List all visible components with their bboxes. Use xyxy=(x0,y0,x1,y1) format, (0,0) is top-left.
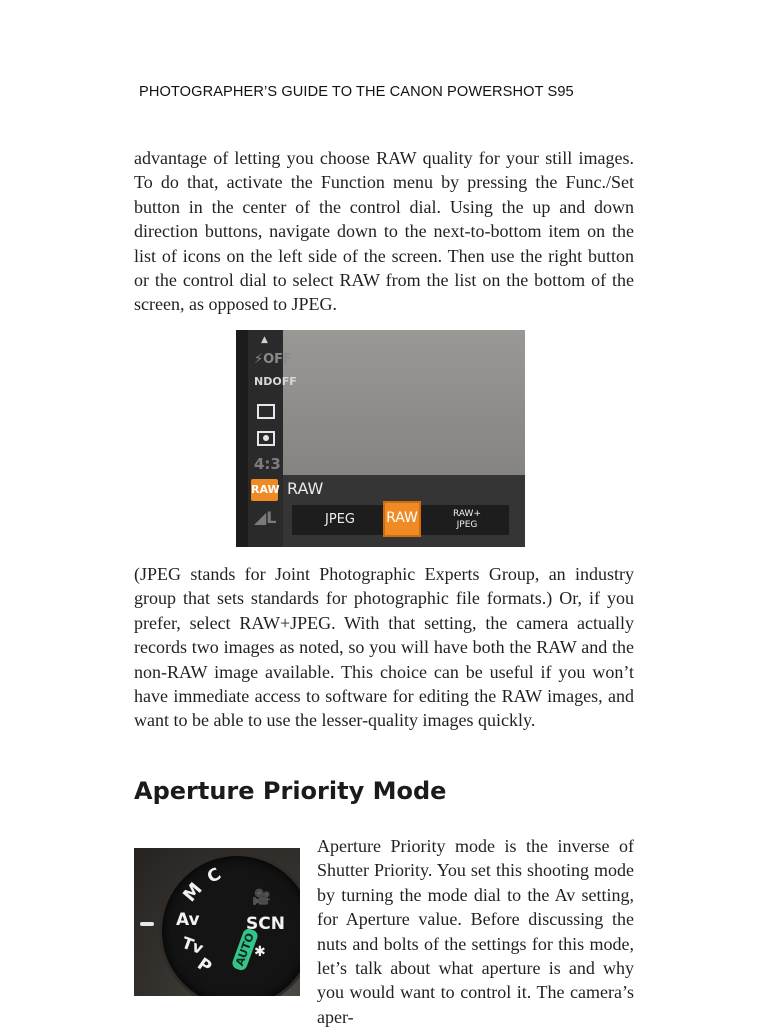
raw-jpeg-option-bottom: JPEG xyxy=(456,520,478,530)
body-paragraph-2: (JPEG stands for Joint Photographic Experts Group, an industry group that sets standards for photographic file formats.) Or, if you prefer, select RAW+JPEG. With that setting, the camera actually records two images as noted, so you will have both the RAW and the non-RAW image available. This choice can be useful if you won’t have immediate access to software for editing the RAW images, and want to be able to use the lesser-quality images quickly. xyxy=(134,564,634,731)
raw-jpeg-option xyxy=(444,505,490,539)
scroll-up-arrow-icon: ▲ xyxy=(261,335,268,345)
dial-label-tv: Tv xyxy=(179,932,206,959)
lcd-live-view xyxy=(283,330,525,475)
dial-label-c: C xyxy=(203,864,225,888)
dial-index-marker xyxy=(140,922,154,926)
flash-off-icon: ⚡OFF xyxy=(254,352,292,367)
scene-mode-icon: ✱ xyxy=(254,944,266,960)
camera-lcd-screenshot xyxy=(236,330,525,547)
running-head: PHOTOGRAPHER’S GUIDE TO THE CANON POWERSHOT S95 xyxy=(139,84,574,100)
dial-label-p: P xyxy=(193,954,216,978)
dial-label-auto: AUTO xyxy=(231,927,259,972)
lcd-options-strip xyxy=(292,505,509,535)
raw-quality-icon: RAW xyxy=(251,479,278,501)
image-size-icon: ◢L xyxy=(254,508,277,527)
section-heading: Aperture Priority Mode xyxy=(134,777,447,805)
jpeg-option: JPEG xyxy=(325,512,355,527)
dial-label-scn: SCN xyxy=(246,914,285,934)
metering-icon xyxy=(257,431,275,446)
raw-option-selected: RAW xyxy=(383,501,421,537)
mode-dial-photo xyxy=(134,848,300,996)
body-paragraph-3: Aperture Priority mode is the inverse of Shutter Priority. You set this shooting mode by turning the mode dial to the Av setting, for Aperture value. Before discussing the nuts and bolts of the settings for this mode, let’s talk about what aperture is and why you would want to control it. The camera’s aper- xyxy=(317,836,634,1027)
aspect-ratio-icon: 4:3 xyxy=(254,455,281,473)
dial-label-av: Av xyxy=(176,910,200,930)
movie-mode-icon: 🎥 xyxy=(252,888,271,906)
lcd-setting-title: RAW xyxy=(287,479,324,498)
raw-jpeg-option-top: RAW+ xyxy=(453,509,481,519)
drive-mode-icon xyxy=(257,404,275,419)
dial-label-m: M xyxy=(179,878,207,907)
nd-filter-off-icon: NDOFF xyxy=(254,375,297,388)
body-paragraph-1: advantage of letting you choose RAW quality for your still images. To do that, activate the Function menu by pressing the Func./Set button in the center of the control dial. Using the up and down direction buttons, navigate down to the next-to-bottom item on the list of icons on the left side of the screen. Then use the right button or the control dial to select RAW from the list on the bottom of the screen, as opposed to JPEG. xyxy=(134,148,634,315)
